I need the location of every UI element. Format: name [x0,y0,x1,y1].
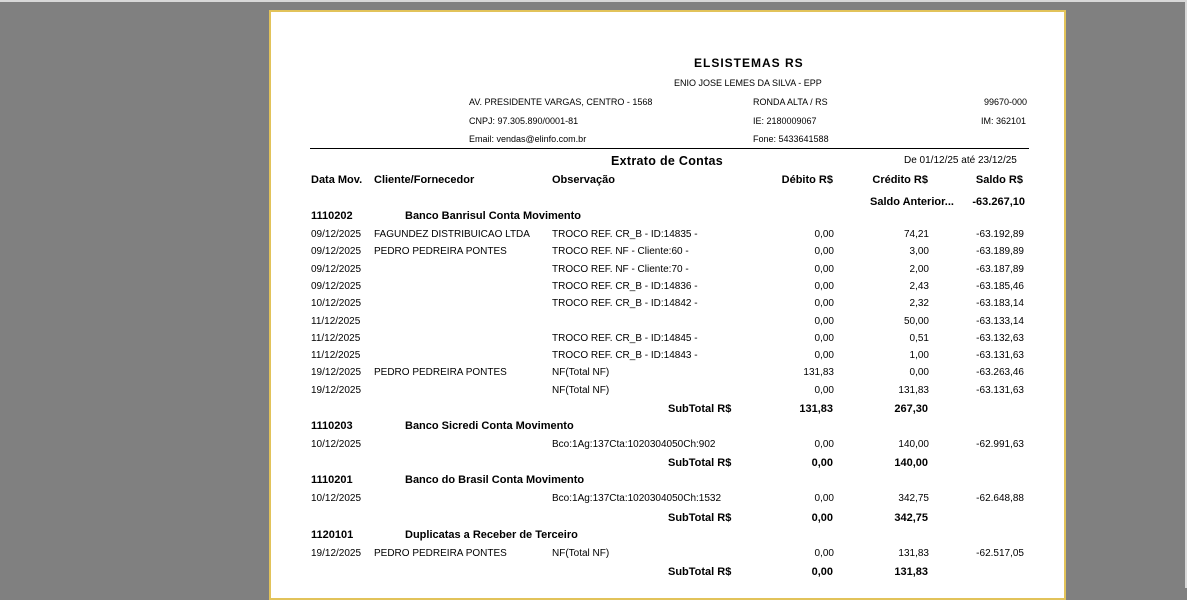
col-header-date: Data Mov. [311,174,363,186]
row-balance: -63.132,63 [976,332,1024,344]
subtotal-debit: 131,83 [799,403,833,415]
row-debit: 0,00 [814,384,834,396]
row-balance: -63.189,89 [976,246,1024,258]
account-code: 1120101 [311,528,354,541]
row-credit: 1,00 [909,350,929,362]
row-balance: -63.131,63 [976,350,1024,362]
row-credit: 74,21 [903,229,929,240]
subtotal-credit: 140,00 [894,457,928,470]
row-obs: NF(Total NF) [552,547,610,559]
row-debit: 0,00 [814,280,834,292]
row-client: FAGUNDEZ DISTRIBUICAO LTDA [374,229,530,240]
company-ie: IE: 2180009067 [753,116,817,126]
row-obs: TROCO REF. NF - Cliente:70 - [552,263,689,275]
col-header-balance: Saldo R$ [975,174,1023,186]
account-name: Banco do Brasil Conta Movimento [405,474,585,487]
row-debit: 0,00 [814,350,834,362]
company-email: Email: vendas@elinfo.com.br [469,134,587,144]
row-credit: 342,75 [898,493,929,505]
account-code: 1110202 [311,210,353,222]
company-cep: 99670-000 [984,97,1028,107]
row-obs: TROCO REF. CR_B - ID:14843 - [552,350,698,362]
company-im: IM: 362101 [981,116,1027,126]
row-client: PEDRO PEDREIRA PONTES [374,367,507,379]
account-code: 1110203 [311,420,353,432]
row-credit: 0,51 [909,332,929,344]
subtotal-credit: 267,30 [894,403,928,415]
row-credit: 3,00 [909,246,929,258]
row-balance: -62.517,05 [976,547,1024,559]
account-code: 1110201 [311,474,353,487]
company-city: RONDA ALTA / RS [753,97,828,107]
subtotal-label: SubTotal R$ [668,457,732,470]
account-name: Banco Sicredi Conta Movimento [405,420,574,432]
row-obs: TROCO REF. CR_B - ID:14835 - [552,229,698,240]
row-debit: 0,00 [814,229,834,240]
row-date: 10/12/2025 [311,439,362,450]
subtotal-credit: 342,75 [894,511,928,524]
subtotal-debit: 0,00 [811,565,833,578]
row-date: 10/12/2025 [311,298,362,310]
opening-balance-label: Saldo Anterior... [870,196,954,208]
row-balance: -63.131,63 [976,384,1024,396]
row-obs: TROCO REF. CR_B - ID:14836 - [552,280,698,292]
row-credit: 131,83 [898,547,929,559]
row-debit: 0,00 [814,263,834,275]
report-title: Extrato de Contas [611,154,724,168]
row-obs: TROCO REF. NF - Cliente:60 - [552,246,689,258]
row-date: 10/12/2025 [311,493,362,505]
row-obs: NF(Total NF) [552,367,610,379]
row-debit: 0,00 [814,315,834,327]
row-credit: 50,00 [903,315,929,327]
row-obs: NF(Total NF) [552,384,610,396]
col-header-obs: Observação [552,174,615,186]
company-name: ELSISTEMAS RS [694,56,804,70]
subtotal-label: SubTotal R$ [668,403,732,415]
row-debit: 0,00 [814,246,834,258]
company-address: AV. PRESIDENTE VARGAS, CENTRO - 1568 [469,97,653,107]
row-balance: -63.185,46 [976,280,1024,292]
row-date: 19/12/2025 [311,367,362,379]
row-debit: 0,00 [814,332,834,344]
row-credit: 2,00 [909,263,929,275]
account-name: Banco Banrisul Conta Movimento [405,210,582,222]
row-obs: TROCO REF. CR_B - ID:14845 - [552,332,698,344]
row-credit: 0,00 [909,367,929,379]
row-debit: 0,00 [814,547,834,559]
row-date: 11/12/2025 [311,315,361,327]
row-client: PEDRO PEDREIRA PONTES [374,547,507,559]
subtotal-label: SubTotal R$ [668,565,732,578]
row-debit: 0,00 [814,298,834,310]
subtotal-debit: 0,00 [811,511,833,524]
row-obs: Bco:1Ag:137Cta:1020304050Ch:902 [552,439,716,450]
opening-balance-value: -63.267,10 [972,196,1025,208]
account-name: Duplicatas a Receber de Terceiro [405,528,578,541]
row-balance: -63.187,89 [976,263,1024,275]
row-debit: 0,00 [814,439,834,450]
row-credit: 140,00 [898,439,929,450]
row-credit: 2,32 [909,298,929,310]
row-date: 09/12/2025 [311,263,362,275]
row-credit: 2,43 [909,280,929,292]
row-debit: 0,00 [814,493,834,505]
row-debit: 131,83 [803,367,834,379]
row-obs: TROCO REF. CR_B - ID:14842 - [552,298,698,310]
subtotal-label: SubTotal R$ [668,511,732,524]
subtotal-credit: 131,83 [894,565,928,578]
row-date: 09/12/2025 [311,280,362,292]
row-date: 09/12/2025 [311,246,362,258]
row-balance: -63.263,46 [976,367,1024,379]
col-header-credit: Crédito R$ [872,174,928,186]
subtotal-debit: 0,00 [811,457,833,470]
row-date: 19/12/2025 [311,547,362,559]
row-balance: -62.648,88 [976,493,1024,505]
header-divider [310,148,1029,149]
row-date: 11/12/2025 [311,332,361,344]
report-period: De 01/12/25 até 23/12/25 [904,155,1017,166]
company-cnpj: CNPJ: 97.305.890/0001-81 [469,116,579,126]
row-balance: -62.991,63 [976,439,1024,450]
row-client: PEDRO PEDREIRA PONTES [374,246,507,258]
col-header-debit: Débito R$ [781,174,833,186]
col-header-client: Cliente/Fornecedor [374,174,475,186]
row-balance: -63.192,89 [976,229,1024,240]
row-balance: -63.183,14 [976,298,1024,310]
row-obs: Bco:1Ag:137Cta:1020304050Ch:1532 [552,493,722,505]
row-date: 19/12/2025 [311,384,362,396]
row-date: 09/12/2025 [311,229,362,240]
company-phone: Fone: 5433641588 [753,134,829,144]
window-top-edge [0,0,1187,2]
row-balance: -63.133,14 [976,315,1024,327]
company-owner: ENIO JOSE LEMES DA SILVA - EPP [674,78,822,88]
row-date: 11/12/2025 [311,350,361,362]
row-credit: 131,83 [898,384,929,396]
report-page [269,10,1066,600]
